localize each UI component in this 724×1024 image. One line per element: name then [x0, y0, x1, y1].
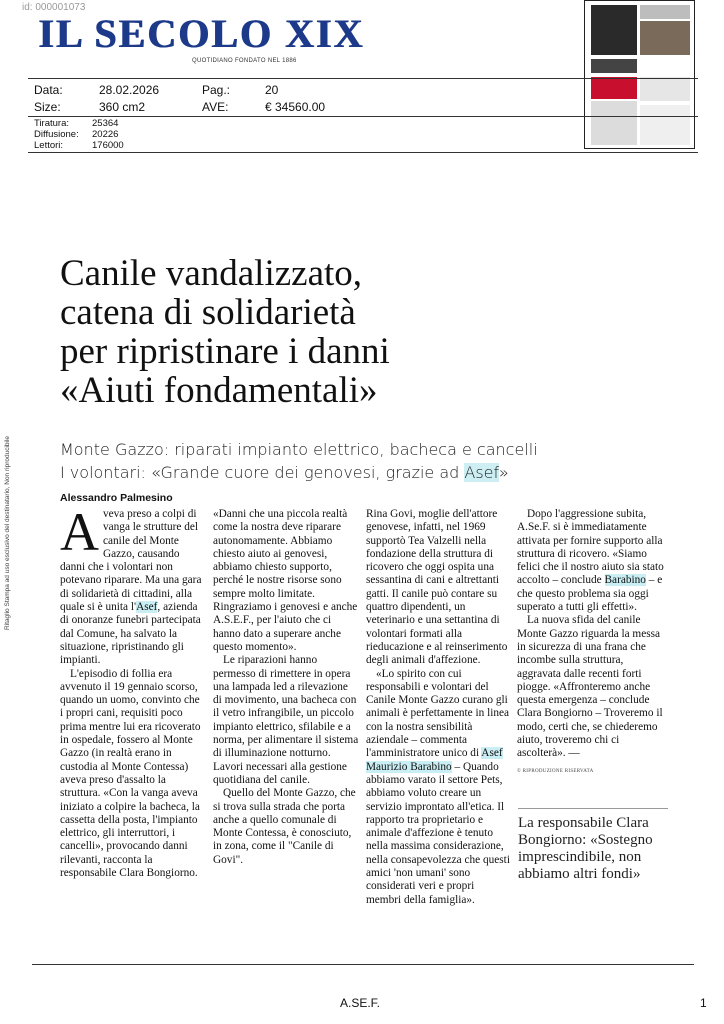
size-label: Size: [34, 100, 61, 114]
article-headline [60, 254, 580, 410]
highlight-barabino: Barabino [604, 574, 646, 587]
footer-page-number: 1 [700, 996, 707, 1010]
paragraph: Quello del Monte Gazzo, che si trova sulla strada che porta anche a quello comunale di Monte Contessa, è conosciuto, in zona, come il "Canile di Govi". [213, 787, 356, 866]
page-thumbnail [584, 0, 695, 149]
paragraph-text: veva preso a colpi di vanga le strutture del canile del Monte Gazzo, causando danni che i volontari non potevano riparare. Ma una gara di solidarietà di cittadini, alla quale si è unita l' [60, 508, 202, 614]
headline-line: «Aiuti fondamentali» [60, 370, 378, 411]
article-column-3 [366, 508, 510, 907]
headline-line: per ripristinare i danni [60, 331, 390, 372]
subheadline-highlight: Asef [464, 463, 499, 482]
page-label: Pag.: [202, 83, 231, 97]
paragraph [517, 508, 665, 614]
paragraph-text: – e che questo problema sia oggi superato a tutti gli effetti». [517, 574, 663, 614]
paragraph-text: Dopo l'aggressione subita, A.Se.F. si è immediatamente attivata per fornire supporto alla struttura di ricovero. «Siamo felici che il nostro aiuto sia stato accolto – conclude [517, 508, 664, 587]
paragraph [366, 668, 510, 907]
reproduction-notice: © RIPRODUZIONE RISERVATA [517, 768, 594, 774]
subheadline-2 [60, 463, 509, 482]
lettori-value: 176000 [92, 140, 124, 151]
tiratura-value: 25364 [92, 118, 119, 129]
footer-rule [32, 964, 694, 965]
headline-line: catena di solidarietà [60, 292, 356, 333]
side-note: Ritaglio Stampa ad uso esclusivo del destinatario, Non riproducibile [4, 435, 11, 630]
paragraph [60, 502, 202, 668]
diffusione-value: 20226 [92, 129, 119, 140]
drop-cap: A [60, 502, 99, 562]
masthead-tagline: QUOTIDIANO FONDATO NEL 1886 [192, 58, 297, 64]
paragraph-text: – Quando abbiamo varato il settore Pets, abbiamo voluto creare un servizio improntato all'etica. Il rapporto tra proprietario e animale d'affezione è tenuto nella massima considerazione, nella consapevolezza che questi amici 'non umani' sono considerati veri e propri membri della famiglia». [366, 760, 510, 906]
metadata-mid-rule [28, 116, 698, 117]
pull-quote: La responsabile Clara Bongiorno: «Sostegno imprescindibile, non abbiamo altri fondi» [518, 808, 668, 883]
masthead-logo: IL SECOLO XIX [38, 11, 365, 56]
paragraph-text: , azienda di onoranze funebri partecipata dal Comune, ha salvato la situazione, ripristinando gli impianti. [60, 601, 201, 667]
highlight-barabino: Asef Maurizio Barabino [366, 747, 503, 773]
subheadline-1: Monte Gazzo: riparati impianto elettrico, bacheca e cancelli [60, 440, 538, 459]
ave-value: € 34560.00 [265, 100, 326, 114]
size-value: 360 cm2 [99, 100, 146, 114]
metadata-top-rule [28, 78, 698, 79]
ave-label: AVE: [202, 100, 229, 114]
paragraph-text: «Lo spirito con cui responsabili e volontari del Canile Monte Gazzo curano gli animali è perfettamente in linea con la nostra sensibilità aziendale – commenta l'amministratore unico di [366, 667, 510, 760]
paragraph: Le riparazioni hanno permesso di rimettere in opera una lampada led a rilevazione di movimento, una bacheca con il vetro infrangibile, un piccolo impianto elettrico, sfilabile e a norma, per alimentare il sistema di illuminazione notturno. Lavori necessari alla gestione quotidiana del canile. [213, 654, 359, 786]
tiratura-label: Tiratura: [34, 118, 70, 129]
article-column-2 [213, 508, 359, 867]
document-id: id: 000001073 [22, 2, 86, 13]
date-value: 28.02.2026 [99, 83, 160, 97]
paragraph: L'episodio di follia era avvenuto il 19 gennaio scorso, quando un uomo, convinto che i propri cani, requisiti poco prima mentre lui era ricoverato in ospedale, fossero al Monte Gazzo (in realtà erano in custodia al Monte Contessa) aveva preso d'assalto la struttura. «Con la vanga aveva iniziato a colpire la bacheca, la cassetta della posta, l'impianto elettrico, gli interruttori, i cancelli», provocando danni rilevanti, racconta la responsabile Clara Bongiorno. [60, 667, 201, 880]
paragraph: «Danni che una piccola realtà come la nostra deve riparare autonomamente. Abbiamo chiesto aiuto ai genovesi, abbiamo chiesto supporto, perché le nostre risorse sono sempre molto limitate. Ringraziamo i genovesi e anche A.S.E.F., per l'aiuto che ci hanno dato a superare anche questo momento». [213, 508, 358, 653]
date-label: Data: [34, 83, 63, 97]
paragraph: La nuova sfida del canile Monte Gazzo riguarda la messa in sicurezza di una frana che incombe sulla struttura, aggravata dalle recenti forti piogge. «Affronteremo anche questa emergenza – conclude Clara Bongiorno – Troveremo il modo, certi che, se chiederemo aiuto, troveremo chi ci ascolterà». — [517, 614, 663, 760]
headline-line: Canile vandalizzato, [60, 253, 363, 294]
article-column-1 [60, 502, 202, 880]
page-value: 20 [265, 83, 279, 97]
byline: Alessandro Palmesino [60, 492, 173, 504]
highlight-asef: Asef [136, 601, 158, 614]
lettori-label: Lettori: [34, 140, 64, 151]
subheadline-2-end: » [498, 463, 509, 482]
footer-client: A.SE.F. [340, 996, 381, 1010]
subheadline-2-text: I volontari: «Grande cuore dei genovesi, grazie ad [60, 463, 465, 482]
metadata-bottom-rule [28, 152, 698, 153]
diffusione-label: Diffusione: [34, 129, 79, 140]
paragraph: Rina Govi, moglie dell'attore genovese, infatti, nel 1969 supportò Tea Valzelli nella fondazione della struttura di ricovero che oggi ospita una sessantina di cani e altrettanti gatti. Il canile può contare su quattro dipendenti, un veterinario e una settantina di volontari formati alla rieducazione e al reinserimento degli animali d'affezione. [366, 508, 508, 667]
article-column-4 [517, 508, 665, 778]
